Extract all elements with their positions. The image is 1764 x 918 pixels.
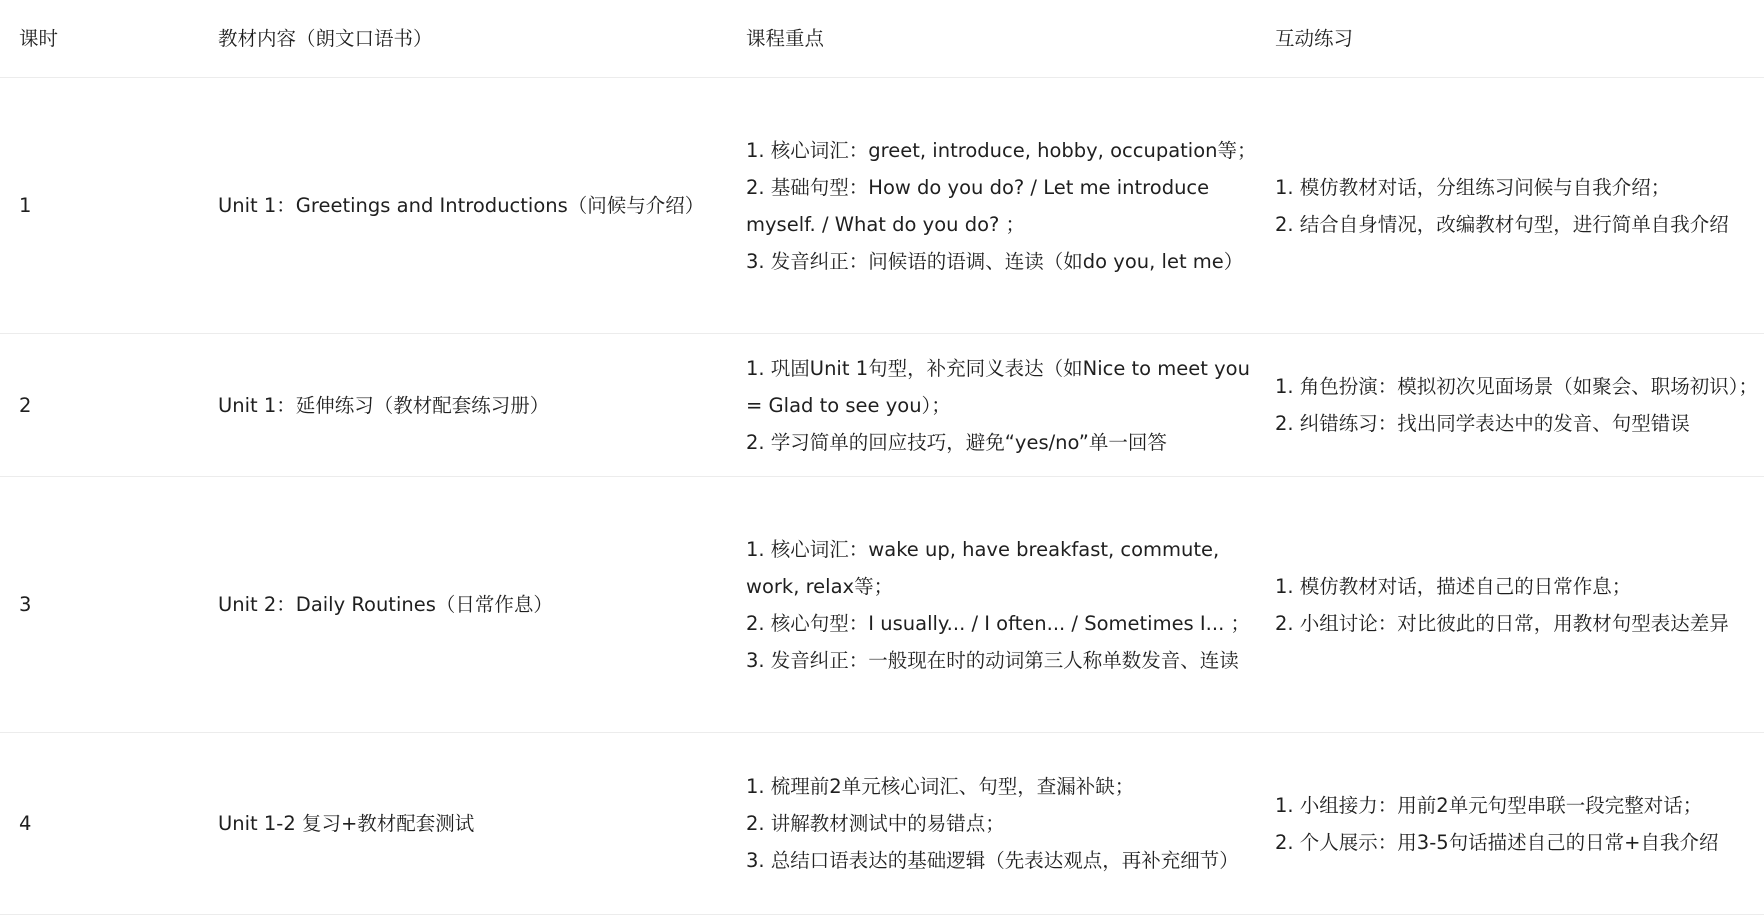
- focus-item: 1. 巩固Unit 1句型，补充同义表达（如Nice to meet you = Glad to see you）；: [746, 356, 1257, 417]
- practice-item: 2. 结合自身情况，改编教材句型，进行简单自我介绍: [1275, 212, 1729, 236]
- practice-item: 1. 模仿教材对话，描述自己的日常作息；: [1275, 574, 1632, 598]
- focus-item: 2. 讲解教材测试中的易错点；: [746, 812, 1005, 835]
- practice-item: 2. 个人展示：用3-5句话描述自己的日常+自我介绍: [1275, 830, 1719, 854]
- focus-item: 3. 发音纠正：一般现在时的动词第三人称单数发音、连读: [746, 648, 1239, 672]
- content-cell: Unit 1：Greetings and Introductions（问候与介绍）: [218, 194, 705, 217]
- focus-cell: [746, 733, 1275, 914]
- table-row: [0, 733, 1764, 915]
- header-practice: 互动练习: [1275, 27, 1354, 50]
- content-cell: Unit 1-2 复习+教材配套测试: [218, 812, 475, 835]
- practice-item: 1. 模仿教材对话，分组练习问候与自我介绍；: [1275, 175, 1671, 199]
- practice-item: 1. 小组接力：用前2单元句型串联一段完整对话；: [1275, 793, 1703, 817]
- practice-cell: [1275, 78, 1764, 333]
- header-lesson: 课时: [19, 27, 59, 50]
- lesson-cell: 2: [19, 393, 32, 417]
- focus-item: 1. 核心词汇：wake up, have breakfast, commute, work, relax等；: [746, 537, 1226, 598]
- table-header: [0, 0, 1764, 78]
- focus-cell: [746, 334, 1275, 476]
- table-row: [0, 334, 1764, 477]
- practice-item: 2. 纠错练习：找出同学表达中的发音、句型错误: [1275, 412, 1690, 435]
- lesson-cell: 4: [19, 812, 32, 835]
- lesson-cell: 1: [19, 194, 32, 217]
- lesson-cell: 3: [19, 593, 32, 616]
- focus-cell: [746, 477, 1275, 732]
- practice-cell: [1275, 733, 1764, 914]
- header-content: 教材内容（朗文口语书）: [218, 27, 433, 50]
- focus-item: 1. 核心词汇：greet, introduce, hobby, occupation等；: [746, 138, 1257, 162]
- focus-item: 2. 核心句型：I usually... / I often... / Sometimes I... ；: [746, 611, 1250, 635]
- content-cell: Unit 2：Daily Routines（日常作息）: [218, 593, 553, 616]
- content-cell: Unit 1：延伸练习（教材配套练习册）: [218, 393, 550, 417]
- focus-cell: [746, 78, 1275, 333]
- practice-item: 2. 小组讨论：对比彼此的日常，用教材句型表达差异: [1275, 611, 1729, 635]
- practice-item: 1. 角色扮演：模拟初次见面场景（如聚会、职场初识）；: [1275, 375, 1759, 398]
- practice-cell: [1275, 477, 1764, 732]
- focus-item: 2. 基础句型：How do you do? / Let me introduce myself. / What do you do? ；: [746, 175, 1216, 236]
- table-row: [0, 477, 1764, 733]
- header-focus: 课程重点: [746, 27, 825, 50]
- focus-item: 2. 学习简单的回应技巧，避免“yes/no”单一回答: [746, 430, 1167, 454]
- focus-item: 3. 总结口语表达的基础逻辑（先表达观点，再补充细节）: [746, 849, 1239, 872]
- practice-cell: [1275, 334, 1764, 476]
- focus-item: 3. 发音纠正：问候语的语调、连读（如do you, let me）: [746, 249, 1244, 273]
- focus-item: 1. 梳理前2单元核心词汇、句型，查漏补缺；: [746, 775, 1135, 798]
- table-row: [0, 78, 1764, 334]
